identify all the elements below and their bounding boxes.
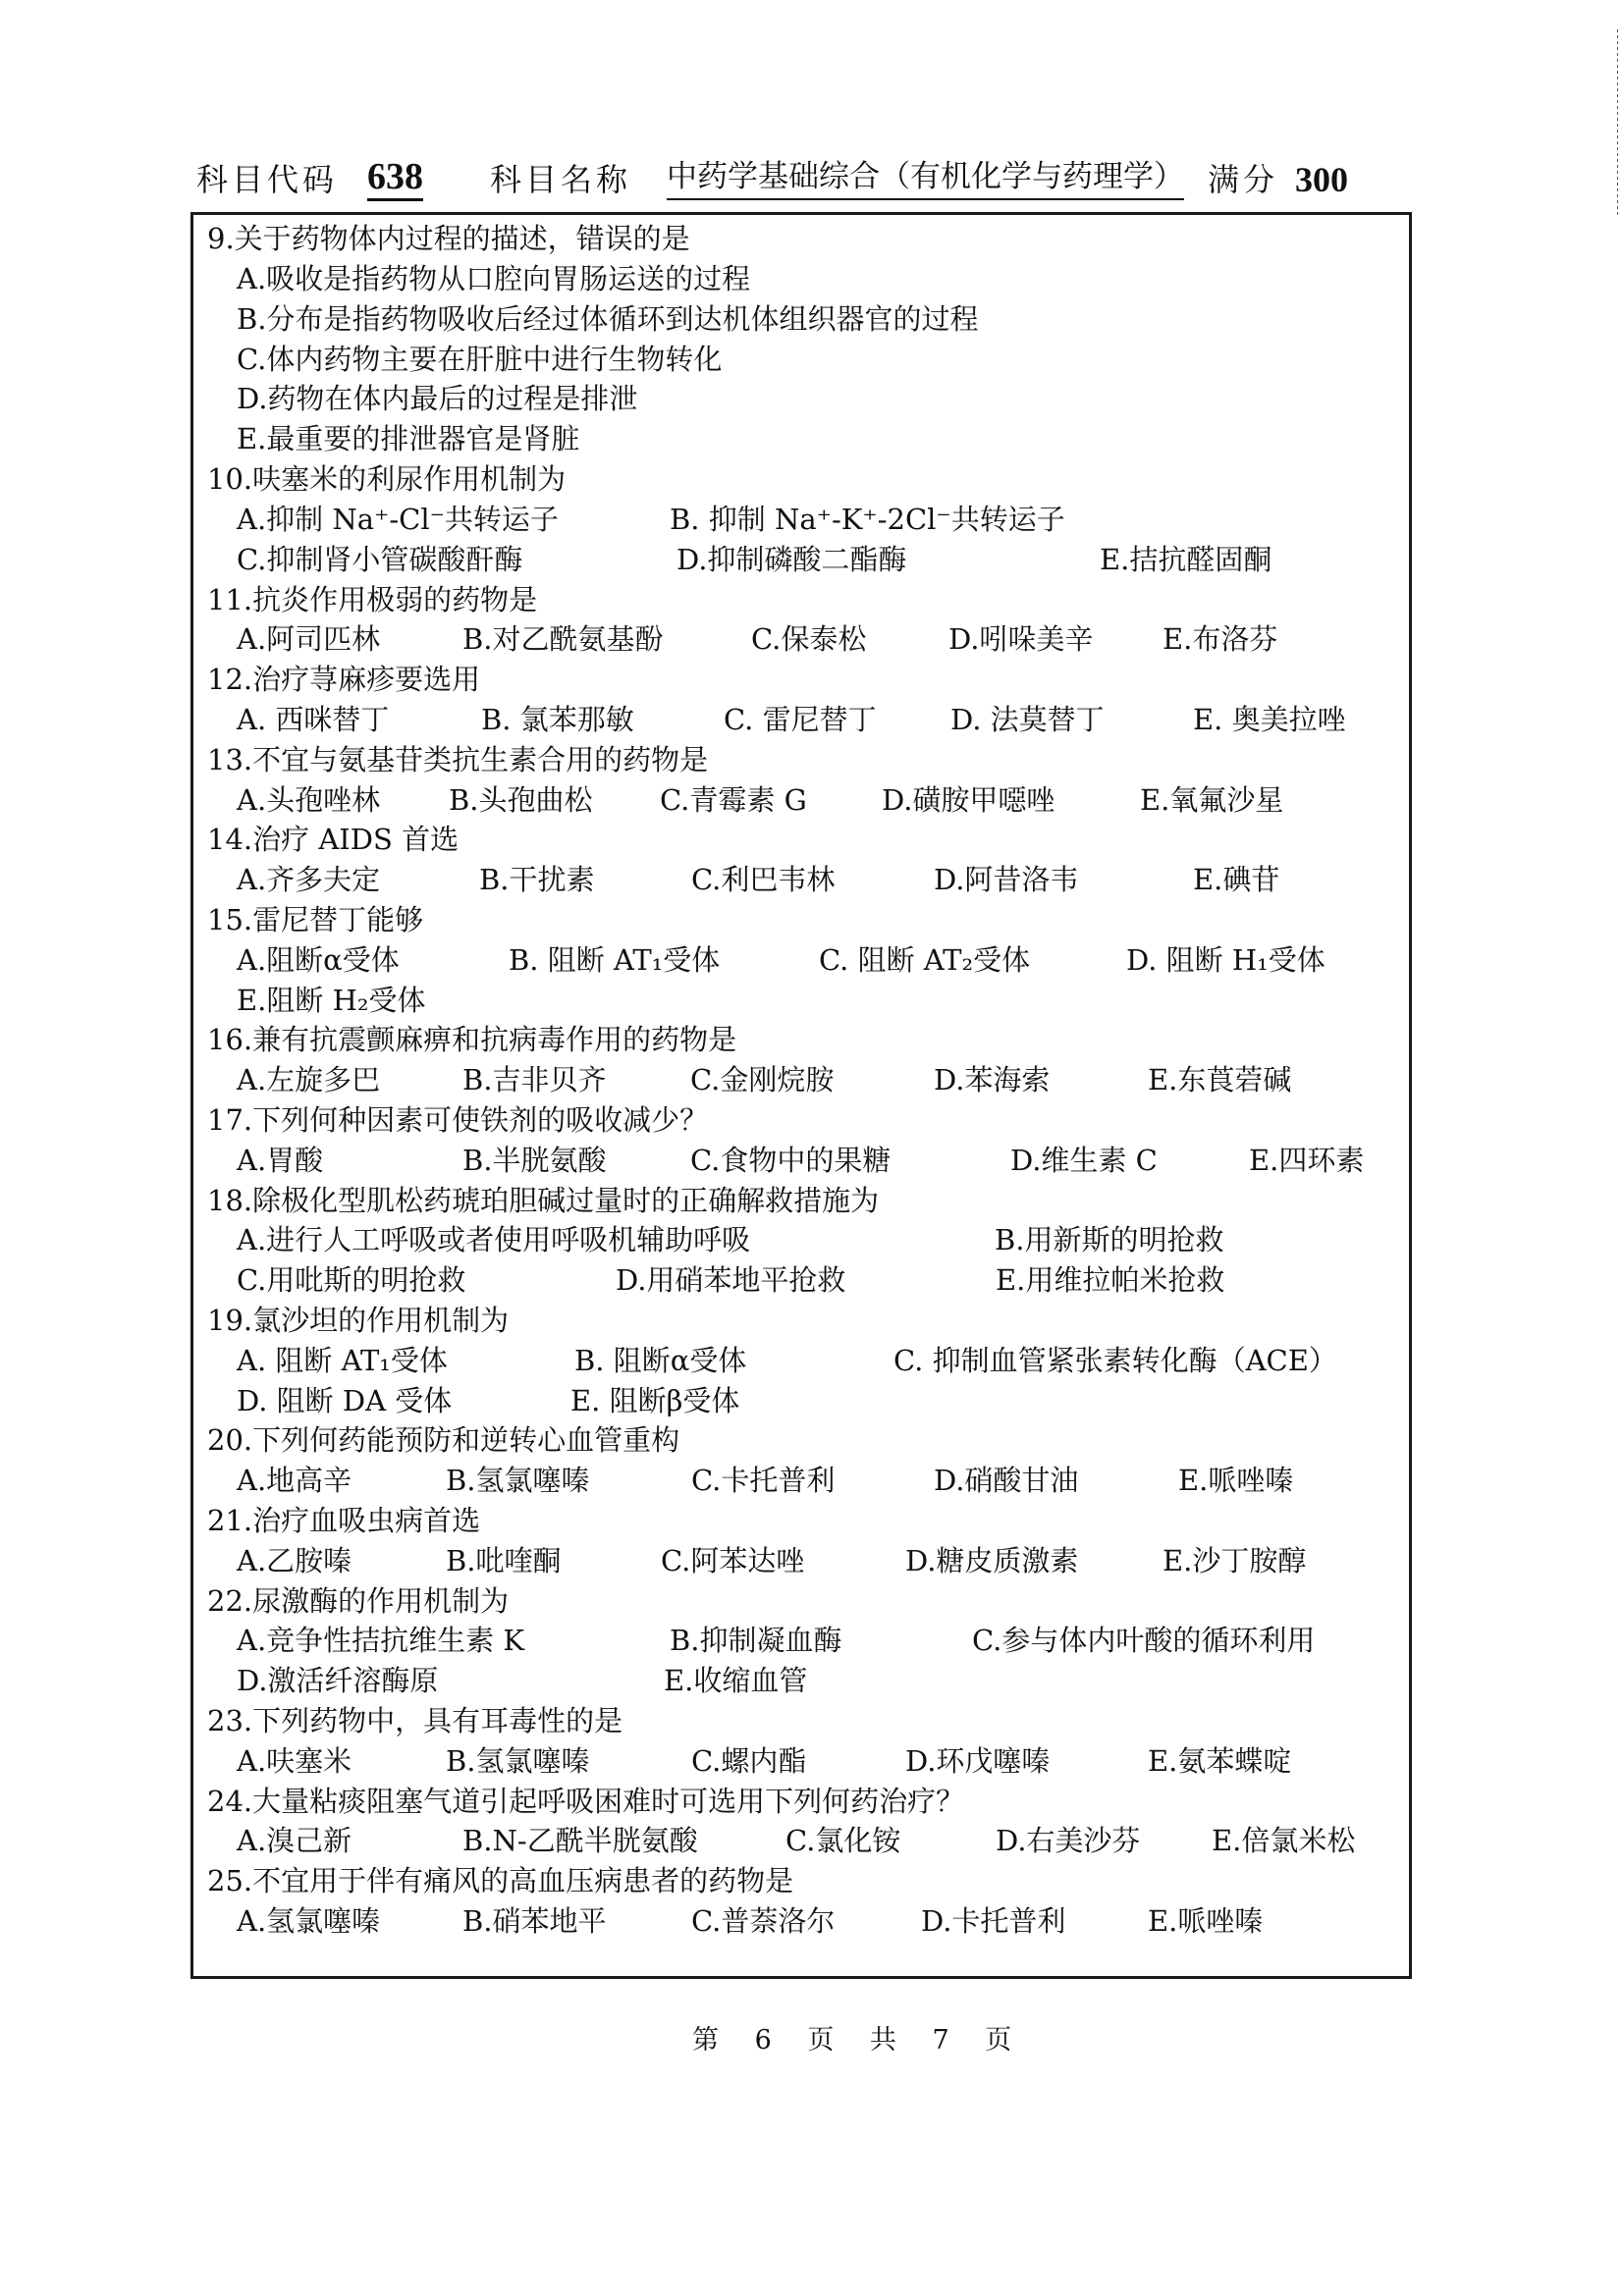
option: E. 奥美拉唑 — [1193, 703, 1346, 736]
stem-text: 14.治疗 AIDS 首选 — [207, 823, 460, 856]
stem-text: 11.抗炎作用极弱的药物是 — [207, 583, 538, 616]
option: D.右美沙芬 — [996, 1824, 1141, 1857]
option-row — [193, 1821, 1409, 1861]
option: A.胃酸 — [237, 1144, 324, 1177]
option: C.体内药物主要在肝脏中进行生物转化 — [237, 343, 723, 376]
stem-text: 20.下列何药能预防和逆转心血管重构 — [207, 1423, 680, 1457]
option: E.四环素 — [1249, 1144, 1365, 1177]
option: E.哌唑嗪 — [1148, 1904, 1264, 1938]
option: E.拮抗醛固酮 — [1100, 543, 1272, 576]
option: C.食物中的果糖 — [690, 1144, 892, 1177]
question-stem — [193, 1020, 1409, 1060]
question-stem — [193, 1301, 1409, 1341]
option: D. 阻断 H₁受体 — [1126, 943, 1325, 977]
option: E.布洛芬 — [1163, 622, 1278, 656]
option: D. 阻断 DA 受体 — [237, 1384, 453, 1417]
option: D.苯海索 — [934, 1063, 1051, 1096]
option: B.对乙酰氨基酚 — [462, 622, 664, 656]
option: E.氨苯蝶啶 — [1148, 1744, 1292, 1778]
scan-edge-line — [1617, 29, 1618, 216]
option: E.氧氟沙星 — [1140, 783, 1284, 817]
option: E. 阻断β受体 — [570, 1384, 740, 1417]
option: E.倍氯米松 — [1212, 1824, 1356, 1857]
option: D.硝酸甘油 — [934, 1464, 1079, 1497]
question-stem — [193, 1581, 1409, 1622]
option: A.阻断α受体 — [237, 943, 400, 977]
option: C.卡托普利 — [691, 1464, 836, 1497]
option: D.激活纤溶酶原 — [237, 1664, 439, 1697]
option-row — [193, 379, 1409, 419]
option: A.阿司匹林 — [237, 622, 381, 656]
option-row — [193, 299, 1409, 340]
option: D.卡托普利 — [921, 1904, 1066, 1938]
stem-text: 25.不宜用于伴有痛风的高血压病患者的药物是 — [207, 1864, 794, 1897]
stem-text: 12.治疗荨麻疹要选用 — [207, 663, 481, 696]
exam-header — [196, 155, 1414, 204]
option-row — [193, 1220, 1409, 1260]
option: B.N-乙酰半胱氨酸 — [462, 1824, 698, 1857]
option-row — [193, 700, 1409, 740]
option: B.干扰素 — [479, 863, 595, 896]
option: B.氢氯噻嗪 — [446, 1464, 590, 1497]
option: D.糖皮质激素 — [905, 1544, 1079, 1577]
option: A.地高辛 — [237, 1464, 352, 1497]
option: B.半胱氨酸 — [462, 1144, 607, 1177]
option: B.氢氯噻嗪 — [446, 1744, 590, 1778]
option: C.利巴韦林 — [691, 863, 836, 896]
option-row — [193, 259, 1409, 299]
question-stem — [193, 1861, 1409, 1901]
option-row — [193, 619, 1409, 660]
subject-code-label: 科目代码 — [196, 161, 339, 198]
option-row — [193, 1541, 1409, 1581]
stem-text: 22.尿激酶的作用机制为 — [207, 1584, 510, 1618]
option: C.螺内酯 — [691, 1744, 807, 1778]
option-row — [193, 1381, 1409, 1421]
stem-text: 21.治疗血吸虫病首选 — [207, 1504, 481, 1537]
option: A.乙胺嗪 — [237, 1544, 352, 1577]
subject-name-value: 中药学基础综合（有机化学与药理学） — [667, 155, 1184, 200]
option: B.分布是指药物吸收后经过体循环到达机体组织器官的过程 — [237, 302, 979, 336]
stem-text: 17.下列何种因素可使铁剂的吸收减少？ — [207, 1103, 709, 1137]
option: A.氢氯噻嗪 — [237, 1904, 381, 1938]
question-stem — [193, 1100, 1409, 1141]
question-stem — [193, 740, 1409, 780]
stem-text: 16.兼有抗震颤麻痹和抗病毒作用的药物是 — [207, 1023, 737, 1056]
option-row — [193, 500, 1409, 540]
option: E.东莨菪碱 — [1148, 1063, 1292, 1096]
option: D.维生素 C — [1010, 1144, 1158, 1177]
option: B.硝苯地平 — [462, 1904, 607, 1938]
question-stem — [193, 1420, 1409, 1461]
option: C. 雷尼替丁 — [724, 703, 877, 736]
stem-text: 18.除极化型肌松药琥珀胆碱过量时的正确解救措施为 — [207, 1184, 880, 1217]
question-stem — [193, 820, 1409, 860]
option: A. 阻断 AT₁受体 — [237, 1344, 448, 1377]
stem-text: 13.不宜与氨基苷类抗生素合用的药物是 — [207, 743, 709, 776]
option: C. 抑制血管紧张素转化酶（ACE） — [893, 1344, 1337, 1377]
option: A.齐多夫定 — [237, 863, 381, 896]
option: A.溴己新 — [237, 1824, 352, 1857]
question-stem — [193, 1782, 1409, 1822]
option-row — [193, 940, 1409, 981]
option-row — [193, 1260, 1409, 1301]
option: E.哌唑嗪 — [1178, 1464, 1294, 1497]
option: D.环戊噻嗪 — [905, 1744, 1051, 1778]
question-stem — [193, 459, 1409, 500]
option-row — [193, 1901, 1409, 1942]
option: A.抑制 Na⁺-Cl⁻共转运子 — [237, 503, 559, 536]
option: A.竞争性拮抗维生素 K — [237, 1624, 525, 1657]
option: B.用新斯的明抢救 — [995, 1223, 1224, 1256]
option: E.用维拉帕米抢救 — [996, 1263, 1225, 1297]
option: B.吡喹酮 — [446, 1544, 562, 1577]
option: B. 阻断α受体 — [574, 1344, 747, 1377]
stem-text: 15.雷尼替丁能够 — [207, 903, 424, 936]
option: C.用吡斯的明抢救 — [237, 1263, 466, 1297]
option: E.碘苷 — [1193, 863, 1280, 896]
subject-code-value: 638 — [367, 155, 423, 201]
option: E.最重要的排泄器官是肾脏 — [237, 422, 580, 455]
question-stem — [193, 1181, 1409, 1221]
question-stem — [193, 580, 1409, 620]
stem-text: 9.关于药物体内过程的描述，错误的是 — [207, 222, 690, 255]
stem-text: 19.氯沙坦的作用机制为 — [207, 1304, 510, 1337]
option: C. 阻断 AT₂受体 — [819, 943, 1031, 977]
question-stem — [193, 660, 1409, 700]
option-row — [193, 1341, 1409, 1381]
option: D.抑制磷酸二酯酶 — [676, 543, 907, 576]
option: A.呋塞米 — [237, 1744, 352, 1778]
option-row — [193, 540, 1409, 580]
question-box — [190, 212, 1412, 1979]
option: A.进行人工呼吸或者使用呼吸机辅助呼吸 — [237, 1223, 751, 1256]
option: C.金刚烷胺 — [690, 1063, 835, 1096]
option: B.吉非贝齐 — [462, 1063, 607, 1096]
option-row — [193, 1461, 1409, 1501]
option-row — [193, 1621, 1409, 1661]
option-row — [193, 1661, 1409, 1701]
option: D.吲哚美辛 — [948, 622, 1094, 656]
full-score-label: 满分 — [1208, 161, 1279, 198]
question-stem — [193, 1501, 1409, 1541]
option-row — [193, 860, 1409, 900]
option: D.阿昔洛韦 — [934, 863, 1079, 896]
option: C.氯化铵 — [785, 1824, 901, 1857]
option: D. 法莫替丁 — [950, 703, 1105, 736]
question-stem — [193, 1701, 1409, 1741]
option-row — [193, 1141, 1409, 1181]
option: C.普萘洛尔 — [691, 1904, 836, 1938]
question-stem — [193, 900, 1409, 940]
option: E.阻断 H₂受体 — [237, 984, 426, 1017]
option: B. 抑制 Na⁺-K⁺-2Cl⁻共转运子 — [670, 503, 1065, 536]
stem-text: 23.下列药物中，具有耳毒性的是 — [207, 1704, 623, 1737]
option-row — [193, 1060, 1409, 1100]
option: C.青霉素 G — [660, 783, 807, 817]
option: B.头孢曲松 — [449, 783, 593, 817]
option-row — [193, 1741, 1409, 1782]
stem-text: 10.呋塞米的利尿作用机制为 — [207, 462, 567, 496]
option: A.左旋多巴 — [237, 1063, 381, 1096]
option: D.用硝苯地平抢救 — [616, 1263, 846, 1297]
option: C.阿苯达唑 — [661, 1544, 805, 1577]
option: A.吸收是指药物从口腔向胃肠运送的过程 — [237, 262, 751, 295]
option: C.保泰松 — [751, 622, 867, 656]
option-row — [193, 340, 1409, 380]
option: B.抑制凝血酶 — [670, 1624, 842, 1657]
option: E.沙丁胺醇 — [1163, 1544, 1307, 1577]
option: A.头孢唑林 — [237, 783, 381, 817]
option-row — [193, 780, 1409, 821]
question-stem — [193, 219, 1409, 259]
option: D.磺胺甲噁唑 — [882, 783, 1055, 817]
option: E.收缩血管 — [664, 1664, 808, 1697]
option: C.参与体内叶酸的循环利用 — [972, 1624, 1316, 1657]
option-row — [193, 981, 1409, 1021]
option-row — [193, 419, 1409, 459]
stem-text: 24.大量粘痰阻塞气道引起呼吸困难时可选用下列何药治疗？ — [207, 1785, 965, 1818]
subject-name-label: 科目名称 — [490, 161, 632, 198]
full-score-value: 300 — [1295, 160, 1348, 199]
page-number: 第 6 页 共 7 页 — [692, 2025, 1026, 2056]
option: C.抑制肾小管碳酸酐酶 — [237, 543, 523, 576]
option: D.药物在体内最后的过程是排泄 — [237, 382, 638, 415]
option: A. 西咪替丁 — [237, 703, 390, 736]
option: B. 阻断 AT₁受体 — [509, 943, 721, 977]
option: B. 氯苯那敏 — [481, 703, 634, 736]
